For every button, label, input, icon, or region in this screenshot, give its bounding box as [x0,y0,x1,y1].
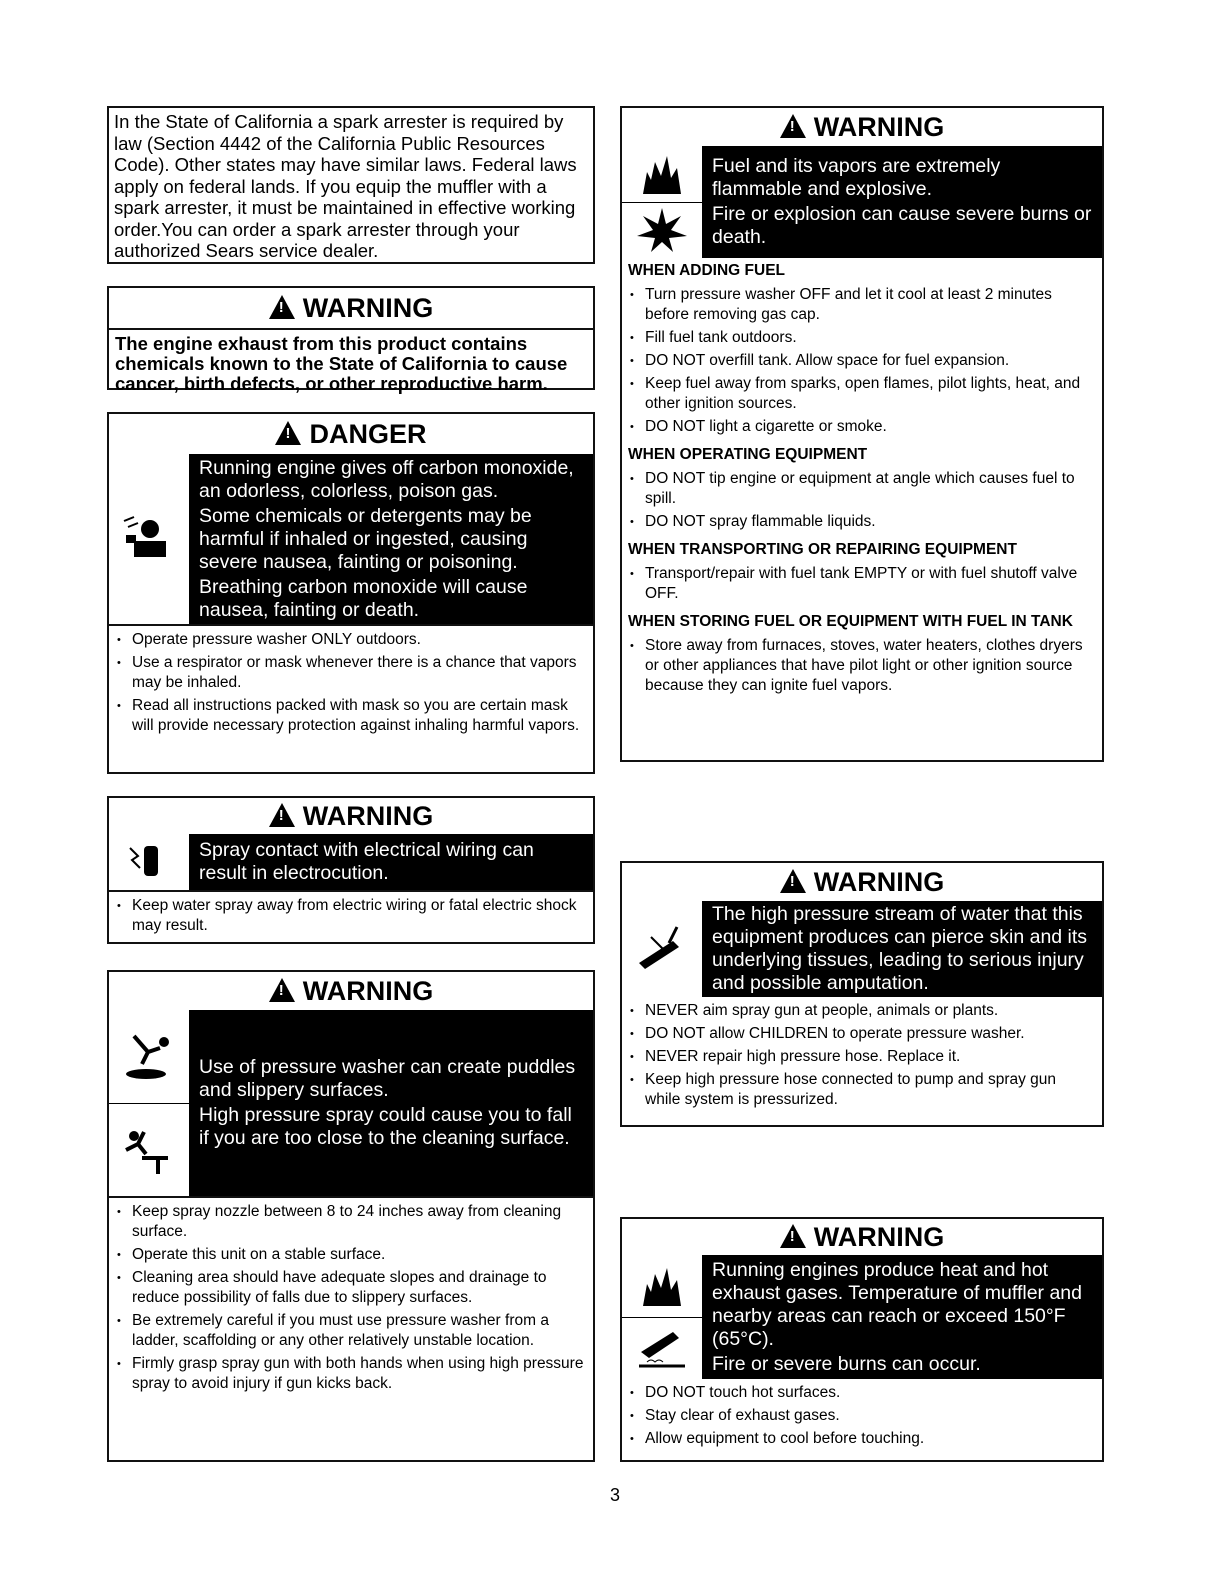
hazard-message: Fire or severe burns can occur. [712,1352,981,1375]
list-item: • DO NOT tip engine or equipment at angle which causes fuel to spill. [628,469,1094,509]
hazard-band [622,146,1102,258]
alert-triangle-icon [269,295,295,319]
list-item: • Keep high pressure hose connected to pump and spray gun while system is pressurized. [628,1070,1094,1110]
explosion-icon [622,203,702,259]
list-item: • Keep water spray away from electric wiring or fatal electric shock may result. [115,896,585,936]
hazard-band [109,454,593,624]
list-item: • Stay clear of exhaust gases. [628,1406,1094,1426]
list-item: • DO NOT spray flammable liquids. [628,512,1094,532]
list-item: • Cleaning area should have adequate slopes and drainage to reduce possibility of falls due to slippery surfaces. [115,1268,585,1308]
list-item: • Operate pressure washer ONLY outdoors. [115,630,585,650]
slip-fall-warning [107,970,595,1462]
hazard-message: Running engines produce heat and hot exhaust gases. Temperature of muffler and nearby areas can reach or exceed 150°F (65°C). [712,1258,1082,1350]
header-label: WARNING [813,866,945,897]
list-item: • Transport/repair with fuel tank EMPTY or with fuel shutoff valve OFF. [628,564,1094,604]
header-label: WARNING [302,800,434,831]
hazard-icons [622,146,702,258]
hazard-message: Fuel and its vapors are extremely flammable and explosive. [712,155,1001,200]
list-item: • DO NOT touch hot surfaces. [628,1383,1094,1403]
electrocution-warning [107,796,595,944]
alert-triangle-icon [780,114,806,138]
list-item: • NEVER repair high pressure hose. Replace it. [628,1047,1094,1067]
list-item: • DO NOT overfill tank. Allow space for fuel expansion. [628,351,1094,371]
slip-instructions [109,1198,593,1399]
list-item: • Use a respirator or mask whenever there is a chance that vapors may be inhaled. [115,653,585,693]
respirator-icon [109,454,189,624]
hazard-band [622,1255,1102,1379]
list-item: • NEVER aim spray gun at people, animals or plants. [628,1001,1094,1021]
hazard-messages [702,1255,1102,1379]
spark-arrester-notice [107,106,595,264]
hot-surface-warning [620,1217,1104,1462]
warning-header [109,972,593,1010]
hazard-message: Use of pressure washer can create puddles and slippery surfaces. [199,1056,576,1101]
hazard-messages [189,1010,593,1196]
header-label: WARNING [302,975,434,1006]
hazard-icons [622,1255,702,1379]
adding-fuel-list [622,281,1102,442]
hazard-message: Some chemicals or detergents may be harmful if inhaled or ingested, causing severe nausea, fainting or poisoning. [199,504,532,573]
hazard-icons [622,901,702,997]
page-number: 3 [609,1485,620,1505]
list-item: • Turn pressure washer OFF and let it cool at least 2 minutes before removing gas cap. [628,285,1094,325]
warning-header [622,863,1102,901]
warning-header [622,108,1102,146]
hazard-messages [189,834,593,890]
alert-triangle-icon [780,1224,806,1248]
list-item: • Store away from furnaces, stoves, water heaters, clothes dryers or other appliances that have pilot light or other ignition source because they can ignite fuel vapors. [628,636,1094,696]
danger-carbon-monoxide [107,412,595,774]
hazard-messages [702,901,1102,997]
list-item: • Firmly grasp spray gun with both hands when using high pressure spray to avoid injury if gun kicks back. [115,1354,585,1394]
hazard-icons [109,834,189,890]
operating-list [622,465,1102,537]
hazard-icons [109,454,189,624]
electrocution-icon [109,834,189,890]
storing-list [622,632,1102,701]
electrocution-instructions [109,892,593,941]
hazard-band [622,901,1102,997]
list-item: • DO NOT light a cigarette or smoke. [628,417,1094,437]
hazard-band [109,834,593,890]
alert-triangle-icon [275,421,301,445]
section-heading: WHEN STORING FUEL OR EQUIPMENT WITH FUEL IN TANK [628,613,1073,630]
warning-header [622,1219,1102,1255]
transporting-list [622,560,1102,609]
hazard-messages [702,146,1102,258]
danger-instructions [109,626,593,741]
hazard-icons [109,1010,189,1196]
header-label: WARNING [813,1221,945,1252]
header-label: WARNING [302,292,434,323]
alert-triangle-icon [269,978,295,1002]
list-item: • Read all instructions packed with mask so you are certain mask will provide necessary protection against inhaling harmful vapors. [115,696,585,736]
list-item: • Be extremely careful if you must use pressure washer from a ladder, scaffolding or any other relatively unstable location. [115,1311,585,1351]
slip-hazard-icon [109,1010,189,1104]
list-item: • Keep fuel away from sparks, open flames, pilot lights, heat, and other ignition sources. [628,374,1094,414]
hot-instructions [622,1379,1102,1454]
hot-surface-icon [622,1318,702,1380]
hazard-message: The high pressure stream of water that this equipment produces can pierce skin and its underlying tissues, leading to serious injury and possible amputation. [712,903,1088,994]
warning-header [109,798,593,834]
hazard-message: Breathing carbon monoxide will cause nausea, fainting or death. [199,575,528,621]
list-item: • Operate this unit on a stable surface. [115,1245,585,1265]
section-heading: WHEN TRANSPORTING OR REPAIRING EQUIPMENT [628,541,1017,558]
section-heading: WHEN OPERATING EQUIPMENT [628,446,868,463]
injection-instructions [622,997,1102,1115]
section-heading: WHEN ADDING FUEL [628,262,785,279]
hazard-band [109,1010,593,1196]
list-item: • Fill fuel tank outdoors. [628,328,1094,348]
alert-triangle-icon [269,803,295,827]
prop65-warning [107,286,595,394]
hazard-messages [189,454,593,624]
fuel-fire-warning [620,106,1104,762]
spark-arrester-text: In the State of California a spark arrester is required by law (Section 4442 of the California Public Resources Code). Other states may have similar laws. Federal laws apply on federal lands. If you equip the muffler with a spark arrester, it must be maintained in effective working order.You can order a spark arrester through your authorized Sears service dealer. [114,111,577,261]
fire-icon [622,1255,702,1318]
list-item: • Keep spray nozzle between 8 to 24 inches away from cleaning surface. [115,1202,585,1242]
list-item: • DO NOT allow CHILDREN to operate pressure washer. [628,1024,1094,1044]
high-pressure-injection-icon [622,901,702,997]
alert-triangle-icon [780,869,806,893]
hazard-message: Fire or explosion can cause severe burns or death. [712,203,1092,248]
injection-warning [620,861,1104,1127]
header-label: DANGER [309,418,427,449]
fire-icon [622,146,702,203]
prop65-text: The engine exhaust from this product contains chemicals known to the State of California to cause cancer, birth defects, or other reproductive harm. [115,333,568,394]
hazard-message: High pressure spray could cause you to fall if you are too close to the cleaning surface. [199,1104,572,1149]
hazard-message: Spray contact with electrical wiring can result in electrocution. [199,839,534,884]
hazard-message: Running engine gives off carbon monoxide, an odorless, colorless, poison gas. [199,456,574,502]
danger-header [109,414,593,454]
header-label: WARNING [813,111,945,142]
warning-header [109,288,593,328]
list-item: • Allow equipment to cool before touching. [628,1429,1094,1449]
fall-hazard-icon [109,1104,189,1197]
